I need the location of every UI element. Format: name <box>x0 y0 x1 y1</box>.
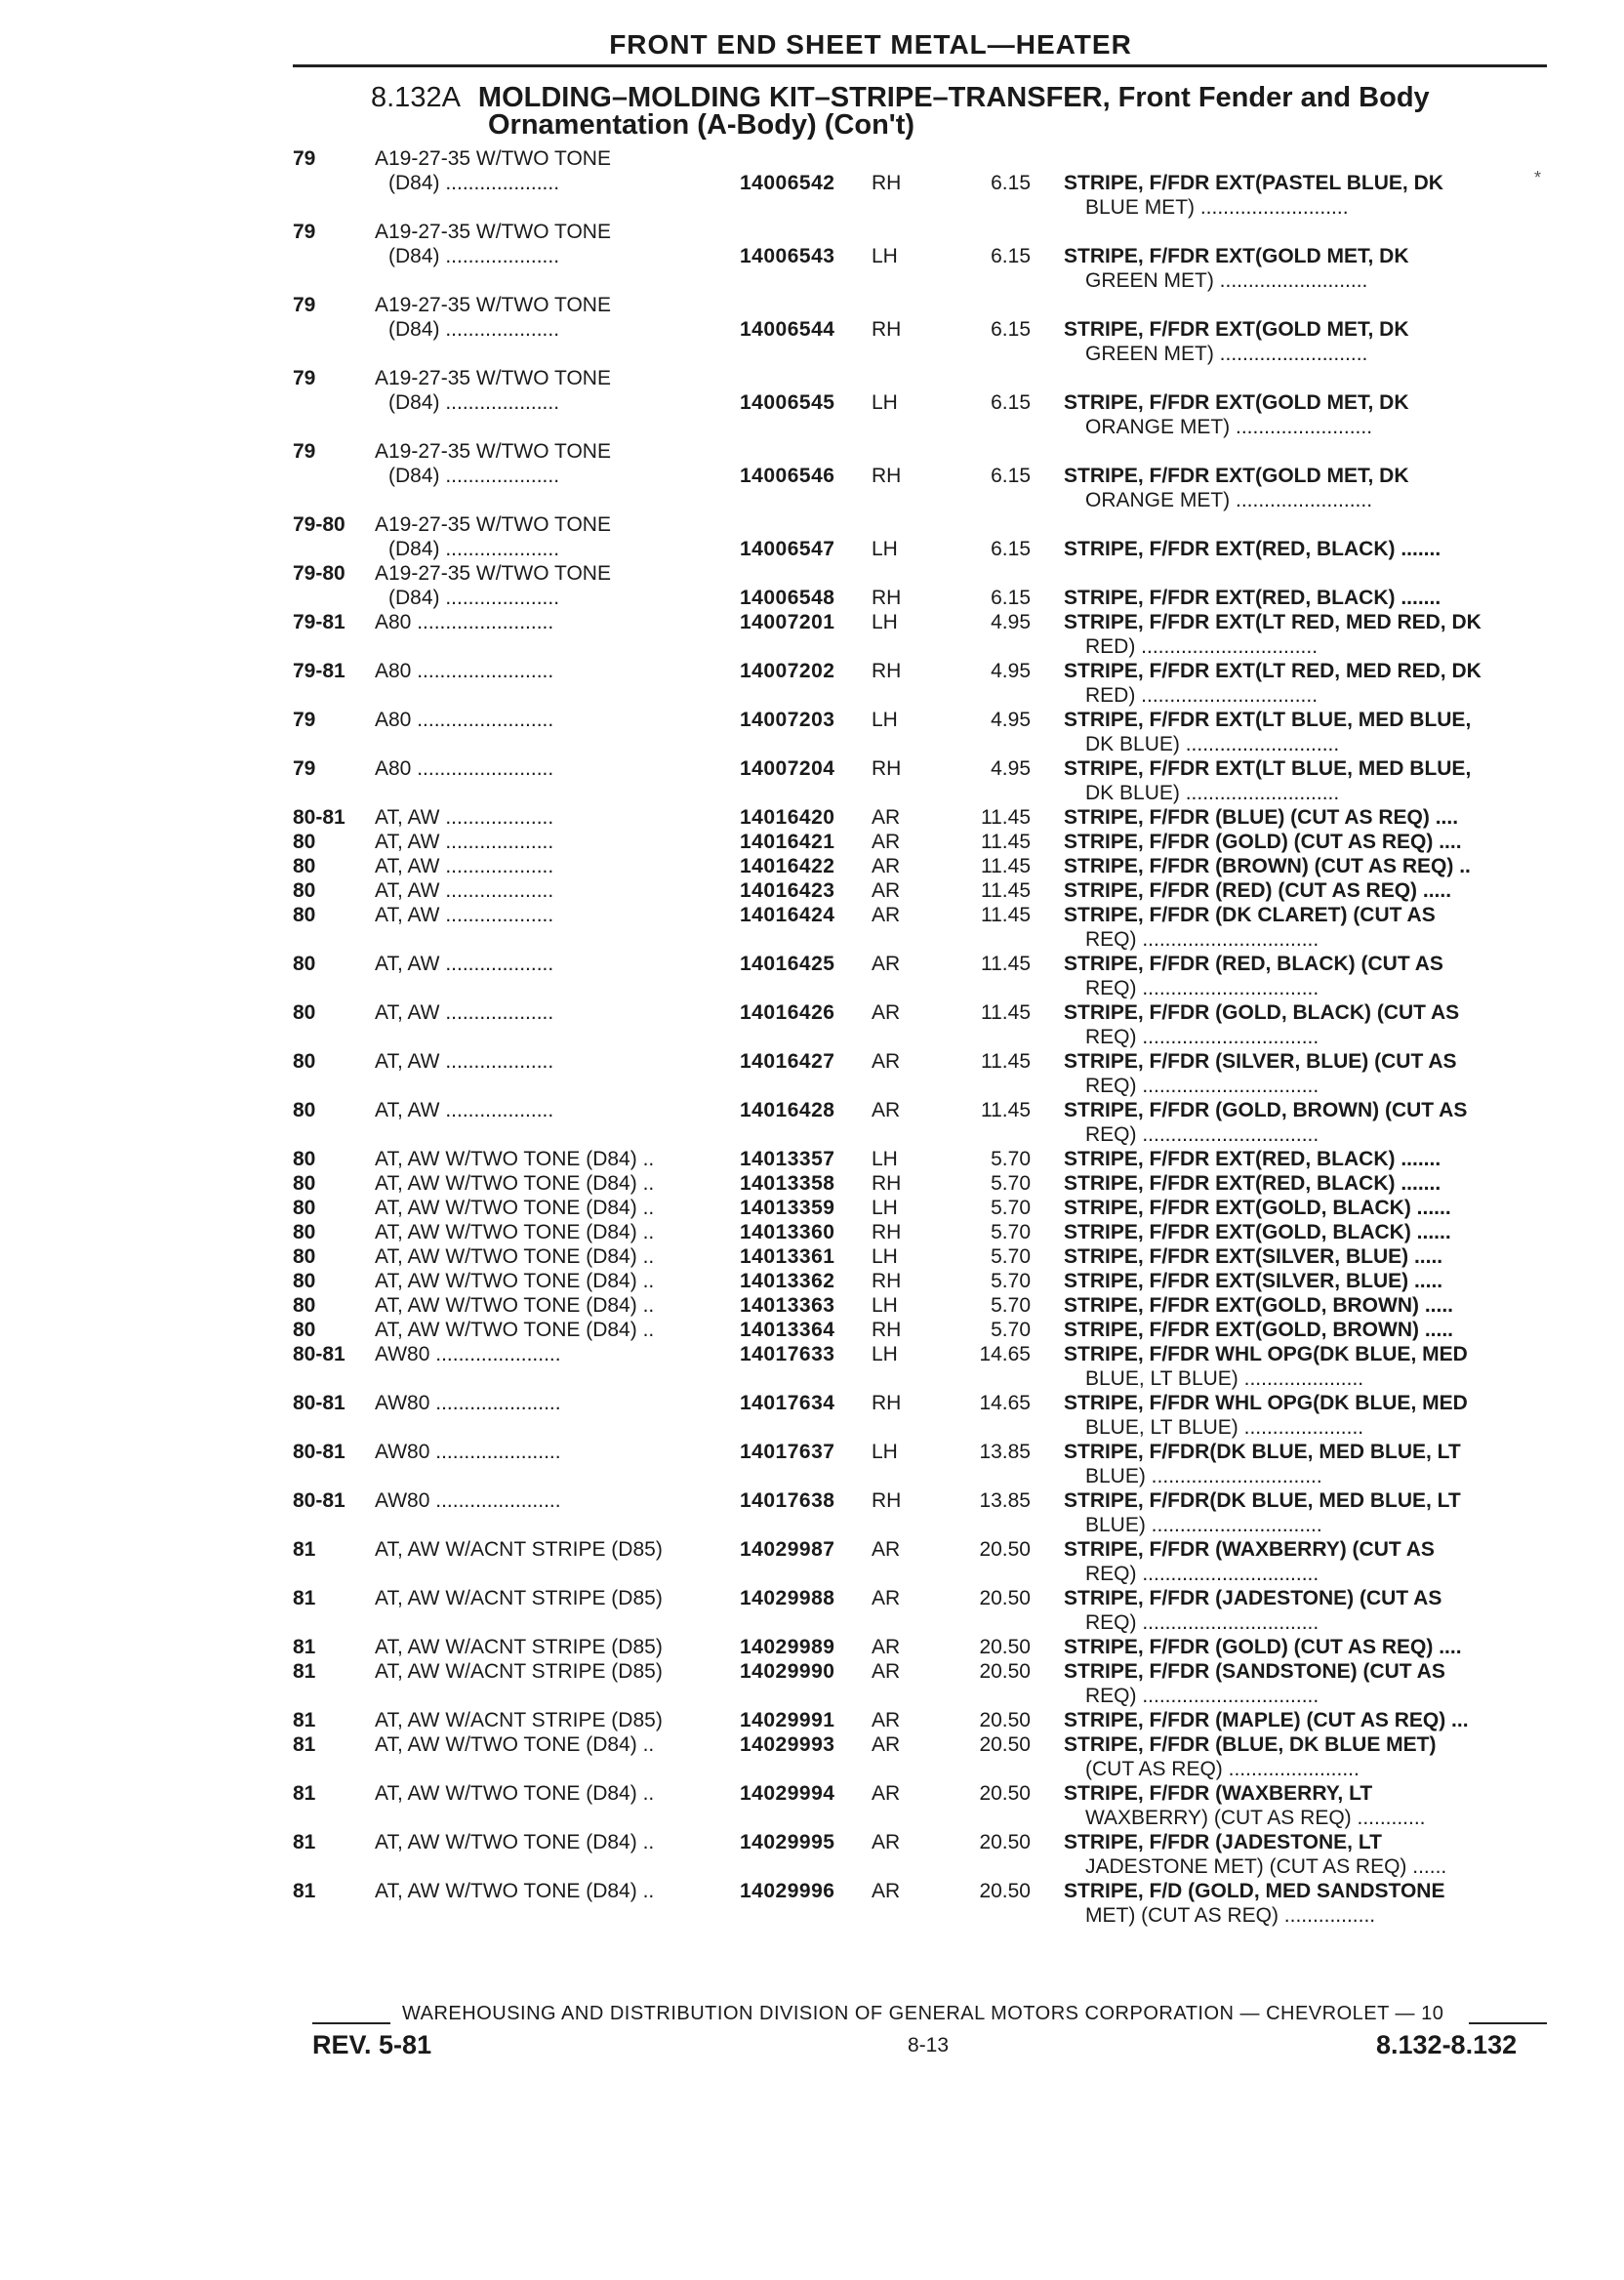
cell-price: 5.70 <box>991 1294 1031 1317</box>
cell-desc: STRIPE, F/FDR (JADESTONE, LT <box>1064 1831 1382 1853</box>
cell-desc-cont: JADESTONE MET) (CUT AS REQ) ...... <box>1085 1855 1447 1878</box>
cell-model: A80 ........................ <box>375 660 554 682</box>
footer-rule-right <box>1469 2022 1547 2024</box>
cell-price: 4.95 <box>991 660 1031 682</box>
cell-side: AR <box>872 855 901 877</box>
cell-part: 14007202 <box>740 660 835 682</box>
cell-year: 80 <box>293 953 316 975</box>
cell-model: A80 ........................ <box>375 757 554 780</box>
cell-desc: STRIPE, F/FDR EXT(GOLD MET, DK <box>1064 465 1409 487</box>
cell-model: AT, AW ................... <box>375 806 554 829</box>
cell-part: 14016420 <box>740 806 835 829</box>
cell-model-cont: (D84) .................... <box>388 587 560 609</box>
cell-side: LH <box>872 1245 898 1268</box>
cell-model: AT, AW W/TWO TONE (D84) .. <box>375 1197 655 1219</box>
cell-side: LH <box>872 611 898 633</box>
cell-price: 5.70 <box>991 1172 1031 1195</box>
cell-side: AR <box>872 1587 901 1609</box>
cell-year: 79-81 <box>293 611 345 633</box>
cell-model: AT, AW ................... <box>375 1050 554 1073</box>
cell-desc-cont: REQ) ............................... <box>1085 1563 1320 1585</box>
cell-model: AT, AW W/TWO TONE (D84) .. <box>375 1880 655 1902</box>
cell-price: 20.50 <box>979 1782 1031 1805</box>
cell-part: 14029996 <box>740 1880 835 1902</box>
cell-year: 80-81 <box>293 1392 345 1414</box>
cell-price: 4.95 <box>991 611 1031 633</box>
cell-side: LH <box>872 709 898 731</box>
cell-desc: STRIPE, F/FDR EXT(GOLD, BROWN) ..... <box>1064 1319 1453 1341</box>
footer-rule-left <box>312 2022 390 2024</box>
cell-model: AT, AW W/ACNT STRIPE (D85) <box>375 1587 663 1609</box>
cell-year: 80-81 <box>293 1489 345 1512</box>
cell-year: 80 <box>293 879 316 902</box>
cell-part: 14016422 <box>740 855 835 877</box>
cell-price: 6.15 <box>991 318 1031 341</box>
cell-year: 79 <box>293 757 316 780</box>
cell-desc: STRIPE, F/FDR EXT(LT BLUE, MED BLUE, <box>1064 709 1472 731</box>
cell-desc: STRIPE, F/FDR EXT(SILVER, BLUE) ..... <box>1064 1270 1443 1292</box>
cell-year: 80 <box>293 1050 316 1073</box>
cell-year: 80 <box>293 1270 316 1292</box>
cell-side: AR <box>872 1050 901 1073</box>
cell-desc-cont: REQ) ............................... <box>1085 1026 1320 1048</box>
cell-model: AW80 ...................... <box>375 1489 561 1512</box>
cell-desc-cont: REQ) ............................... <box>1085 1123 1320 1146</box>
cell-desc: STRIPE, F/D (GOLD, MED SANDSTONE <box>1064 1880 1445 1902</box>
cell-side: LH <box>872 1197 898 1219</box>
cell-desc-cont: MET) (CUT AS REQ) ................ <box>1085 1904 1376 1927</box>
cell-part: 14017637 <box>740 1441 835 1463</box>
cell-model-cont: (D84) .................... <box>388 172 560 194</box>
cell-model: A19-27-35 W/TWO TONE <box>375 221 611 243</box>
cell-price: 5.70 <box>991 1245 1031 1268</box>
scan-speck: * <box>1534 168 1542 187</box>
cell-year: 81 <box>293 1538 316 1561</box>
cell-price: 13.85 <box>979 1441 1031 1463</box>
cell-price: 11.45 <box>981 1001 1031 1024</box>
cell-side: AR <box>872 1099 901 1121</box>
cell-side: LH <box>872 245 898 267</box>
cell-part: 14029990 <box>740 1660 835 1683</box>
cell-desc: STRIPE, F/FDR EXT(RED, BLACK) ....... <box>1064 538 1441 560</box>
cell-price: 11.45 <box>981 806 1031 829</box>
cell-price: 20.50 <box>979 1636 1031 1658</box>
cell-year: 80 <box>293 855 316 877</box>
cell-year: 81 <box>293 1733 316 1756</box>
cell-price: 6.15 <box>991 538 1031 560</box>
cell-model: A80 ........................ <box>375 611 554 633</box>
cell-desc: STRIPE, F/FDR EXT(PASTEL BLUE, DK <box>1064 172 1443 194</box>
cell-year: 80 <box>293 904 316 926</box>
cell-model: AT, AW ................... <box>375 1099 554 1121</box>
cell-price: 20.50 <box>979 1538 1031 1561</box>
cell-part: 14029988 <box>740 1587 835 1609</box>
section-heading <box>371 84 1430 139</box>
cell-price: 20.50 <box>979 1587 1031 1609</box>
cell-side: RH <box>872 318 902 341</box>
header-rule <box>293 64 1547 67</box>
cell-price: 20.50 <box>979 1709 1031 1731</box>
cell-year: 79 <box>293 440 316 463</box>
cell-year: 79 <box>293 147 316 170</box>
cell-model: AT, AW W/TWO TONE (D84) .. <box>375 1294 655 1317</box>
cell-side: AR <box>872 1733 901 1756</box>
cell-model: A19-27-35 W/TWO TONE <box>375 147 611 170</box>
cell-model: AT, AW ................... <box>375 953 554 975</box>
cell-side: RH <box>872 1319 902 1341</box>
section-reference: 8.132-8.132 <box>1376 2030 1518 2059</box>
cell-model-cont: (D84) .................... <box>388 465 560 487</box>
cell-model: A19-27-35 W/TWO TONE <box>375 440 611 463</box>
cell-desc: STRIPE, F/FDR (JADESTONE) (CUT AS <box>1064 1587 1442 1609</box>
cell-desc-cont: REQ) ............................... <box>1085 1685 1320 1707</box>
cell-desc-cont: BLUE MET) .......................... <box>1085 196 1349 219</box>
cell-year: 80 <box>293 1221 316 1243</box>
cell-desc: STRIPE, F/FDR(DK BLUE, MED BLUE, LT <box>1064 1441 1461 1463</box>
cell-price: 11.45 <box>981 879 1031 902</box>
cell-price: 20.50 <box>979 1660 1031 1683</box>
cell-side: LH <box>872 538 898 560</box>
cell-desc: STRIPE, F/FDR (GOLD, BLACK) (CUT AS <box>1064 1001 1460 1024</box>
cell-part: 14013362 <box>740 1270 835 1292</box>
cell-desc: STRIPE, F/FDR WHL OPG(DK BLUE, MED <box>1064 1343 1468 1365</box>
cell-desc-cont: DK BLUE) ........................... <box>1085 782 1340 804</box>
cell-side: AR <box>872 831 901 853</box>
cell-side: LH <box>872 391 898 414</box>
cell-side: LH <box>872 1441 898 1463</box>
cell-desc: STRIPE, F/FDR (WAXBERRY, LT <box>1064 1782 1373 1805</box>
section-title-line2: Ornamentation (A-Body) (Con't) <box>488 109 915 141</box>
cell-part: 14006544 <box>740 318 835 341</box>
cell-side: RH <box>872 587 902 609</box>
cell-side: AR <box>872 1709 901 1731</box>
cell-part: 14006547 <box>740 538 835 560</box>
cell-year: 81 <box>293 1587 316 1609</box>
cell-desc-cont: RED) ............................... <box>1085 635 1319 658</box>
cell-desc: STRIPE, F/FDR (MAPLE) (CUT AS REQ) ... <box>1064 1709 1469 1731</box>
cell-year: 81 <box>293 1782 316 1805</box>
cell-desc: STRIPE, F/FDR WHL OPG(DK BLUE, MED <box>1064 1392 1468 1414</box>
cell-part: 14016425 <box>740 953 835 975</box>
page-title: FRONT END SHEET METAL—HEATER <box>609 29 1132 60</box>
cell-side: RH <box>872 1270 902 1292</box>
cell-part: 14013357 <box>740 1148 835 1170</box>
cell-desc: STRIPE, F/FDR (SILVER, BLUE) (CUT AS <box>1064 1050 1457 1073</box>
cell-part: 14016421 <box>740 831 835 853</box>
cell-model: AT, AW W/ACNT STRIPE (D85) <box>375 1660 663 1683</box>
cell-model: AT, AW W/ACNT STRIPE (D85) <box>375 1709 663 1731</box>
cell-model: AT, AW W/TWO TONE (D84) .. <box>375 1172 655 1195</box>
cell-desc: STRIPE, F/FDR (RED) (CUT AS REQ) ..... <box>1064 879 1452 902</box>
revision-label: REV. 5-81 <box>312 2030 432 2059</box>
cell-side: AR <box>872 1660 901 1683</box>
cell-side: LH <box>872 1294 898 1317</box>
cell-part: 14016427 <box>740 1050 835 1073</box>
cell-part: 14029994 <box>740 1782 835 1805</box>
cell-desc-cont: WAXBERRY) (CUT AS REQ) ............ <box>1085 1807 1426 1829</box>
cell-desc-cont: REQ) ............................... <box>1085 977 1320 999</box>
cell-price: 6.15 <box>991 172 1031 194</box>
cell-desc: STRIPE, F/FDR EXT(LT RED, MED RED, DK <box>1064 660 1482 682</box>
cell-year: 81 <box>293 1709 316 1731</box>
cell-year: 79 <box>293 294 316 316</box>
cell-year: 81 <box>293 1880 316 1902</box>
cell-price: 4.95 <box>991 757 1031 780</box>
cell-part: 14006542 <box>740 172 835 194</box>
cell-part: 14013360 <box>740 1221 835 1243</box>
cell-desc: STRIPE, F/FDR EXT(LT BLUE, MED BLUE, <box>1064 757 1472 780</box>
cell-year: 80 <box>293 1148 316 1170</box>
cell-model: AT, AW W/TWO TONE (D84) .. <box>375 1733 655 1756</box>
cell-price: 5.70 <box>991 1148 1031 1170</box>
cell-desc-cont: BLUE) .............................. <box>1085 1465 1322 1487</box>
cell-price: 6.15 <box>991 587 1031 609</box>
cell-model-cont: (D84) .................... <box>388 391 560 414</box>
cell-side: RH <box>872 1221 902 1243</box>
cell-desc: STRIPE, F/FDR (BLUE) (CUT AS REQ) .... <box>1064 806 1459 829</box>
cell-desc: STRIPE, F/FDR EXT(SILVER, BLUE) ..... <box>1064 1245 1443 1268</box>
cell-model: AT, AW W/TWO TONE (D84) .. <box>375 1270 655 1292</box>
cell-price: 5.70 <box>991 1221 1031 1243</box>
cell-year: 80 <box>293 831 316 853</box>
cell-desc-cont: GREEN MET) .......................... <box>1085 269 1368 292</box>
cell-price: 20.50 <box>979 1831 1031 1853</box>
cell-model: AW80 ...................... <box>375 1441 561 1463</box>
cell-part: 14029995 <box>740 1831 835 1853</box>
cell-desc: STRIPE, F/FDR EXT(GOLD MET, DK <box>1064 245 1409 267</box>
cell-desc: STRIPE, F/FDR(DK BLUE, MED BLUE, LT <box>1064 1489 1461 1512</box>
cell-model: AT, AW ................... <box>375 855 554 877</box>
cell-side: AR <box>872 1636 901 1658</box>
cell-part: 14029987 <box>740 1538 835 1561</box>
cell-model: AT, AW W/TWO TONE (D84) .. <box>375 1831 655 1853</box>
cell-price: 11.45 <box>981 904 1031 926</box>
cell-part: 14017634 <box>740 1392 835 1414</box>
cell-desc-cont: DK BLUE) ........................... <box>1085 733 1340 755</box>
cell-year: 81 <box>293 1660 316 1683</box>
cell-year: 80 <box>293 1319 316 1341</box>
cell-desc: STRIPE, F/FDR (SANDSTONE) (CUT AS <box>1064 1660 1445 1683</box>
section-title-line1: MOLDING–MOLDING KIT–STRIPE–TRANSFER, Front Fender and Body <box>477 82 1430 113</box>
cell-part: 14017638 <box>740 1489 835 1512</box>
cell-desc: STRIPE, F/FDR EXT(GOLD MET, DK <box>1064 318 1409 341</box>
cell-side: LH <box>872 1148 898 1170</box>
cell-desc: STRIPE, F/FDR (DK CLARET) (CUT AS <box>1064 904 1436 926</box>
cell-side: RH <box>872 172 902 194</box>
cell-part: 14013364 <box>740 1319 835 1341</box>
cell-side: RH <box>872 465 902 487</box>
cell-year: 80 <box>293 1294 316 1317</box>
cell-price: 20.50 <box>979 1733 1031 1756</box>
cell-side: AR <box>872 1880 901 1902</box>
cell-model: AT, AW ................... <box>375 831 554 853</box>
cell-price: 6.15 <box>991 391 1031 414</box>
cell-year: 79 <box>293 709 316 731</box>
cell-desc-cont: REQ) ............................... <box>1085 1611 1320 1634</box>
cell-price: 14.65 <box>979 1392 1031 1414</box>
cell-side: RH <box>872 757 902 780</box>
footer-division: WAREHOUSING AND DISTRIBUTION DIVISION OF GENERAL MOTORS CORPORATION — CHEVROLET — 10 <box>402 2003 1444 2024</box>
cell-price: 13.85 <box>979 1489 1031 1512</box>
cell-year: 80-81 <box>293 1343 345 1365</box>
cell-price: 6.15 <box>991 465 1031 487</box>
cell-model: AT, AW ................... <box>375 1001 554 1024</box>
cell-desc-cont: BLUE, LT BLUE) ..................... <box>1085 1416 1364 1439</box>
cell-desc-cont: ORANGE MET) ........................ <box>1085 416 1373 438</box>
cell-part: 14029993 <box>740 1733 835 1756</box>
cell-part: 14016423 <box>740 879 835 902</box>
cell-desc-cont: RED) ............................... <box>1085 684 1319 707</box>
cell-desc-cont: ORANGE MET) ........................ <box>1085 489 1373 511</box>
cell-year: 79-80 <box>293 562 345 585</box>
cell-desc-cont: (CUT AS REQ) ....................... <box>1085 1758 1360 1780</box>
cell-part: 14029991 <box>740 1709 835 1731</box>
cell-part: 14017633 <box>740 1343 835 1365</box>
cell-desc-cont: BLUE, LT BLUE) ..................... <box>1085 1367 1364 1390</box>
cell-side: AR <box>872 879 901 902</box>
cell-side: LH <box>872 1343 898 1365</box>
cell-model: AW80 ...................... <box>375 1392 561 1414</box>
cell-desc: STRIPE, F/FDR (GOLD) (CUT AS REQ) .... <box>1064 831 1462 853</box>
cell-side: RH <box>872 660 902 682</box>
cell-price: 11.45 <box>981 855 1031 877</box>
cell-part: 14013358 <box>740 1172 835 1195</box>
cell-price: 4.95 <box>991 709 1031 731</box>
cell-part: 14007204 <box>740 757 835 780</box>
cell-price: 11.45 <box>981 1099 1031 1121</box>
cell-desc-cont: BLUE) .............................. <box>1085 1514 1322 1536</box>
cell-price: 5.70 <box>991 1270 1031 1292</box>
cell-side: AR <box>872 806 901 829</box>
cell-year: 81 <box>293 1636 316 1658</box>
cell-model-cont: (D84) .................... <box>388 245 560 267</box>
cell-part: 14016428 <box>740 1099 835 1121</box>
cell-year: 80 <box>293 1001 316 1024</box>
section-number: 8.132A <box>371 82 461 113</box>
cell-year: 80 <box>293 1245 316 1268</box>
cell-desc: STRIPE, F/FDR (GOLD) (CUT AS REQ) .... <box>1064 1636 1462 1658</box>
cell-desc: STRIPE, F/FDR EXT(GOLD MET, DK <box>1064 391 1409 414</box>
cell-price: 14.65 <box>979 1343 1031 1365</box>
cell-price: 5.70 <box>991 1319 1031 1341</box>
cell-part: 14013363 <box>740 1294 835 1317</box>
cell-year: 80 <box>293 1172 316 1195</box>
cell-model: AT, AW W/TWO TONE (D84) .. <box>375 1148 655 1170</box>
cell-side: RH <box>872 1489 902 1512</box>
cell-part: 14006543 <box>740 245 835 267</box>
cell-model: A80 ........................ <box>375 709 554 731</box>
cell-price: 20.50 <box>979 1880 1031 1902</box>
cell-model: AT, AW ................... <box>375 879 554 902</box>
cell-desc-cont: REQ) ............................... <box>1085 1075 1320 1097</box>
cell-side: AR <box>872 953 901 975</box>
cell-part: 14029989 <box>740 1636 835 1658</box>
cell-year: 79 <box>293 221 316 243</box>
cell-desc: STRIPE, F/FDR EXT(GOLD, BLACK) ...... <box>1064 1221 1451 1243</box>
cell-year: 80 <box>293 1099 316 1121</box>
cell-part: 14016424 <box>740 904 835 926</box>
cell-price: 11.45 <box>981 831 1031 853</box>
cell-model: AT, AW W/TWO TONE (D84) .. <box>375 1221 655 1243</box>
cell-model: AT, AW W/ACNT STRIPE (D85) <box>375 1636 663 1658</box>
cell-part: 14007201 <box>740 611 835 633</box>
cell-price: 5.70 <box>991 1197 1031 1219</box>
cell-desc: STRIPE, F/FDR EXT(RED, BLACK) ....... <box>1064 1148 1441 1170</box>
cell-desc: STRIPE, F/FDR EXT(LT RED, MED RED, DK <box>1064 611 1482 633</box>
cell-side: AR <box>872 1538 901 1561</box>
cell-model-cont: (D84) .................... <box>388 318 560 341</box>
cell-model: A19-27-35 W/TWO TONE <box>375 367 611 389</box>
cell-model: A19-27-35 W/TWO TONE <box>375 294 611 316</box>
cell-year: 80-81 <box>293 806 345 829</box>
cell-desc-cont: GREEN MET) .......................... <box>1085 343 1368 365</box>
cell-part: 14006546 <box>740 465 835 487</box>
cell-desc: STRIPE, F/FDR (BROWN) (CUT AS REQ) .. <box>1064 855 1471 877</box>
cell-side: AR <box>872 1001 901 1024</box>
cell-model: AT, AW ................... <box>375 904 554 926</box>
cell-year: 79-80 <box>293 513 345 536</box>
cell-desc: STRIPE, F/FDR (GOLD, BROWN) (CUT AS <box>1064 1099 1468 1121</box>
cell-side: RH <box>872 1392 902 1414</box>
cell-part: 14013361 <box>740 1245 835 1268</box>
cell-year: 80 <box>293 1197 316 1219</box>
cell-side: RH <box>872 1172 902 1195</box>
cell-desc: STRIPE, F/FDR EXT(RED, BLACK) ....... <box>1064 1172 1441 1195</box>
cell-side: AR <box>872 1831 901 1853</box>
cell-desc: STRIPE, F/FDR (WAXBERRY) (CUT AS <box>1064 1538 1435 1561</box>
cell-model: A19-27-35 W/TWO TONE <box>375 562 611 585</box>
cell-price: 11.45 <box>981 1050 1031 1073</box>
cell-part: 14013359 <box>740 1197 835 1219</box>
cell-desc: STRIPE, F/FDR EXT(GOLD, BLACK) ...... <box>1064 1197 1451 1219</box>
cell-model: AT, AW W/ACNT STRIPE (D85) <box>375 1538 663 1561</box>
cell-price: 11.45 <box>981 953 1031 975</box>
cell-side: AR <box>872 904 901 926</box>
cell-desc: STRIPE, F/FDR EXT(RED, BLACK) ....... <box>1064 587 1441 609</box>
cell-part: 14016426 <box>740 1001 835 1024</box>
cell-year: 79-81 <box>293 660 345 682</box>
cell-part: 14006548 <box>740 587 835 609</box>
cell-model: AT, AW W/TWO TONE (D84) .. <box>375 1245 655 1268</box>
cell-model: AT, AW W/TWO TONE (D84) .. <box>375 1319 655 1341</box>
cell-year: 79 <box>293 367 316 389</box>
cell-model-cont: (D84) .................... <box>388 538 560 560</box>
cell-model: AT, AW W/TWO TONE (D84) .. <box>375 1782 655 1805</box>
cell-year: 81 <box>293 1831 316 1853</box>
cell-desc: STRIPE, F/FDR (RED, BLACK) (CUT AS <box>1064 953 1443 975</box>
cell-price: 6.15 <box>991 245 1031 267</box>
cell-model: A19-27-35 W/TWO TONE <box>375 513 611 536</box>
cell-desc-cont: REQ) ............................... <box>1085 928 1320 951</box>
cell-part: 14007203 <box>740 709 835 731</box>
cell-year: 80-81 <box>293 1441 345 1463</box>
cell-side: AR <box>872 1782 901 1805</box>
cell-part: 14006545 <box>740 391 835 414</box>
page-number: 8-13 <box>908 2034 950 2056</box>
cell-desc: STRIPE, F/FDR EXT(GOLD, BROWN) ..... <box>1064 1294 1453 1317</box>
cell-desc: STRIPE, F/FDR (BLUE, DK BLUE MET) <box>1064 1733 1437 1756</box>
cell-model: AW80 ...................... <box>375 1343 561 1365</box>
